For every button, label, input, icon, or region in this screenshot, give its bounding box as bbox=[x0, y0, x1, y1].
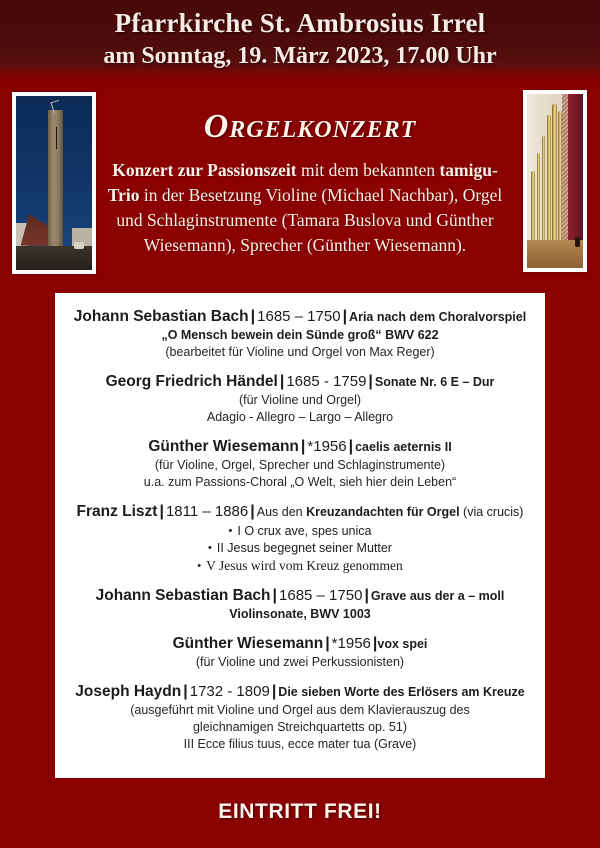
work-note: (für Violine und Orgel) bbox=[238, 393, 362, 407]
work-note-2: gleichnamigen Streichquartetts op. 51) bbox=[192, 720, 407, 734]
composer-name: Joseph Haydn bbox=[75, 683, 182, 700]
poster-header bbox=[0, 0, 600, 82]
program-head-line bbox=[71, 634, 529, 654]
program-entry bbox=[71, 372, 529, 426]
organ-stop-knob bbox=[575, 237, 580, 247]
composer-name: Johann Sebastian Bach bbox=[73, 308, 249, 325]
work-movements: Adagio - Allegro – Largo – Allegro bbox=[206, 410, 394, 424]
program-head-line bbox=[71, 682, 529, 702]
separator: | bbox=[325, 635, 330, 652]
organ-pipe bbox=[552, 104, 556, 261]
organ-photo-inner bbox=[527, 94, 583, 268]
separator: | bbox=[250, 503, 255, 520]
bullet-icon: • bbox=[228, 525, 233, 537]
composer-name: Franz Liszt bbox=[76, 503, 158, 520]
work-title: Die sieben Worte des Erlösers am Kreuze bbox=[278, 685, 525, 699]
composer-name: Georg Friedrich Händel bbox=[105, 373, 278, 390]
bullet-icon: • bbox=[197, 560, 202, 572]
program-head-line bbox=[71, 307, 529, 327]
list-item bbox=[71, 540, 529, 557]
composer-name: Günther Wiesemann bbox=[172, 635, 324, 652]
organ-photo bbox=[523, 90, 587, 272]
program-panel bbox=[55, 293, 545, 778]
composer-name: Johann Sebastian Bach bbox=[95, 587, 271, 604]
movement-label: I O crux ave, spes unica bbox=[237, 524, 372, 538]
composer-dates: *1956 bbox=[331, 635, 371, 652]
work-title: caelis aeternis II bbox=[355, 440, 452, 454]
intro-paragraph bbox=[100, 158, 510, 258]
church-tower-photo-inner bbox=[16, 96, 92, 270]
composer-dates: 1732 - 1809 bbox=[189, 683, 270, 700]
composer-dates: *1956 bbox=[307, 438, 347, 455]
ground-plaza bbox=[16, 246, 92, 270]
work-note: (für Violine und zwei Perkussionisten) bbox=[195, 655, 405, 669]
program-head-line bbox=[71, 586, 529, 606]
work-note: (für Violine, Orgel, Sprecher und Schlaginstrumente) bbox=[154, 458, 446, 472]
bullet-icon: • bbox=[208, 542, 212, 554]
movement-label: II Jesus begegnet seiner Mutter bbox=[216, 541, 392, 555]
composer-dates: 1685 – 1750 bbox=[257, 308, 341, 325]
separator: | bbox=[159, 503, 164, 520]
work-title: Aria nach dem Choralvorspiel bbox=[349, 310, 527, 324]
separator: | bbox=[271, 683, 277, 700]
church-tower-photo bbox=[12, 92, 96, 274]
work-prefix: Aus den bbox=[256, 505, 307, 519]
composer-dates: 1685 – 1750 bbox=[279, 587, 363, 604]
venue-title: Pfarrkirche St. Ambrosius Irrel bbox=[114, 8, 486, 38]
movement-label: V Jesus wird vom Kreuz genommen bbox=[206, 558, 403, 573]
work-title: Kreuzandachten für Orgel bbox=[306, 505, 460, 519]
work-title: vox spei bbox=[377, 637, 428, 651]
separator: | bbox=[300, 438, 306, 455]
bell-tower-opening bbox=[56, 127, 57, 149]
separator: | bbox=[364, 587, 369, 604]
composer-dates: 1685 - 1759 bbox=[286, 373, 367, 390]
program-entry bbox=[71, 634, 529, 671]
organ-pipe bbox=[547, 115, 551, 261]
separator: | bbox=[342, 308, 348, 325]
separator: | bbox=[279, 373, 285, 390]
parked-car bbox=[74, 242, 85, 249]
work-title: Grave aus der a – moll bbox=[370, 589, 505, 603]
program-head-line bbox=[71, 437, 529, 457]
intro-text-1: mit dem bekannten bbox=[296, 160, 440, 180]
work-suffix: (via crucis) bbox=[459, 505, 524, 519]
work-note-2: u.a. zum Passions-Choral „O Welt, sieh hier dein Leben“ bbox=[143, 475, 457, 489]
program-head-line bbox=[71, 502, 529, 522]
separator: | bbox=[183, 683, 188, 700]
program-entry bbox=[71, 307, 529, 361]
work-subtitle-bold: „O Mensch bewein dein Sünde groß“ BWV 622 bbox=[161, 328, 439, 342]
poster-title: Orgelkonzert bbox=[203, 108, 417, 145]
intro-text-2: in der Besetzung Violine (Michael Nachbar), Orgel und Schlaginstrumente (Tamara Buslova und Günther Wiesemann), Sprecher (Günther Wiesemann). bbox=[116, 185, 503, 255]
composer-dates: 1811 – 1886 bbox=[165, 503, 249, 520]
composer-name: Günther Wiesemann bbox=[148, 438, 299, 455]
work-note: (ausgeführt mit Violine und Orgel aus dem Klavierauszug des bbox=[130, 703, 470, 717]
separator: | bbox=[368, 373, 373, 390]
list-item bbox=[71, 557, 529, 575]
work-note: (bearbeitet für Violine und Orgel von Max Reger) bbox=[165, 345, 435, 359]
intro-bold-trio: tamigu-Trio bbox=[107, 160, 498, 205]
bell-tower bbox=[48, 110, 63, 249]
event-datetime: am Sonntag, 19. März 2023, 17.00 Uhr bbox=[103, 43, 497, 69]
separator: | bbox=[348, 438, 354, 455]
separator: | bbox=[372, 635, 378, 652]
program-entry bbox=[71, 437, 529, 491]
separator: | bbox=[250, 308, 256, 325]
movement-list bbox=[71, 523, 529, 575]
program-head-line bbox=[71, 372, 529, 392]
admission-notice: EINTRITT FREI! bbox=[218, 800, 382, 823]
work-subtitle-bold: Violinsonate, BWV 1003 bbox=[229, 607, 371, 621]
work-title: Sonate Nr. 6 E – Dur bbox=[374, 375, 495, 389]
program-entry bbox=[71, 586, 529, 623]
program-entry bbox=[71, 682, 529, 753]
work-movement: III Ecce filius tuus, ecce mater tua (Grave) bbox=[183, 737, 417, 751]
separator: | bbox=[272, 587, 278, 604]
list-item bbox=[71, 523, 529, 540]
program-entry bbox=[71, 502, 529, 575]
intro-bold-passionszeit: Konzert zur Passionszeit bbox=[112, 160, 297, 180]
